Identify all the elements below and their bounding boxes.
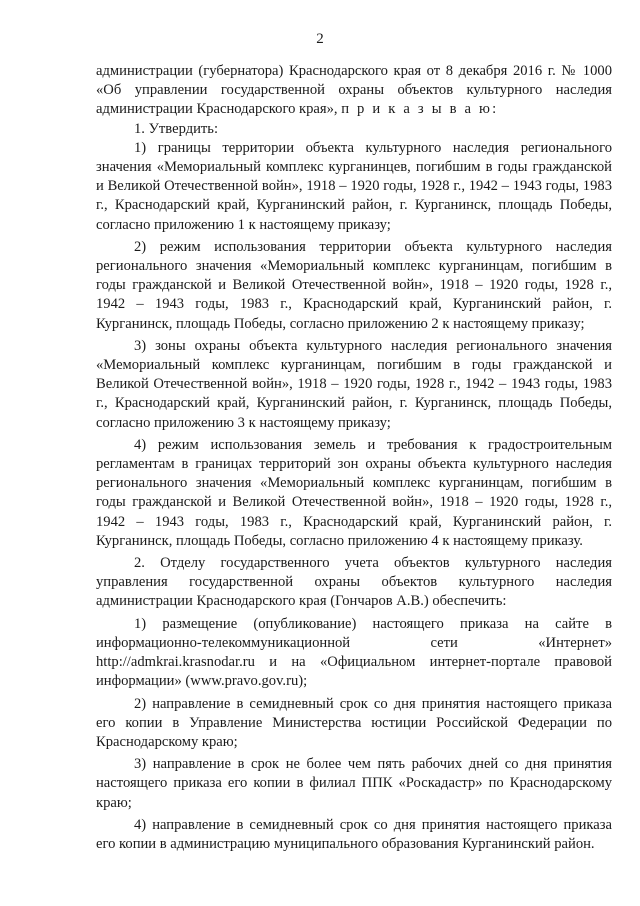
paragraph-item-2-1: 1) размещение (опубликование) настоящего приказа на сайте в информационно-телекоммуникационной сети «Интернет» http://admkrai.krasnodar.ru и на «Официальном интернет-портале правовой информации» (www.pravo.gov.ru); — [96, 615, 612, 690]
page-number: 2 — [316, 31, 324, 47]
paragraph-item-2-3: 3) направление в срок не более чем пять рабочих дней со дня принятия настоящего приказа его копии в филиал ППК «Роскадастр» по Краснодарскому краю; — [96, 756, 612, 811]
paragraph-item-1: 1. Утвердить: — [134, 120, 219, 137]
paragraph-item-2: 2. Отделу государственного учета объектов культурного наследия управления государственной охраны объектов культурного наследия администрации Краснодарского края (Гончаров А.В.) обеспечить: — [96, 555, 612, 610]
paragraph-item-2-4: 4) направление в семидневный срок со дня принятия настоящего приказа его копии в администрацию муниципального образования Курганинский район. — [96, 816, 612, 852]
paragraph-intro — [96, 62, 612, 120]
paragraph-item-2-2: 2) направление в семидневный срок со дня принятия настоящего приказа его копии в Управление Министерства юстиции Российской Федерации по Краснодарскому краю; — [96, 695, 612, 750]
paragraph-item-1-2: 2) режим использования территории объекта культурного наследия регионального значения «Мемориальный комплекс курганинцам, погибшим в годы гражданской и Великой Отечественной войн», 1918 – 1920 годы, 1928 г., 1942 – 1943 годы, 1983 г., Краснодарский край, Курганинский район, г. Курганинск, площадь Победы, согласно приложению 2 к настоящему приказу; — [96, 238, 612, 332]
paragraph-item-1-4: 4) режим использования земель и требования к градостроительным регламентам в границах территорий зон охраны объекта культурного наследия регионального значения «Мемориальный комплекс курганинцам, погибшим в годы гражданской и Великой Отечественной войн», 1918 – 1920 годы, 1928 г., 1942 – 1943 годы, 1983 г., Краснодарский край, Курганинский район, г. Курганинск, площадь Победы, согласно приложению 4 к настоящему приказу. — [96, 436, 612, 549]
document-body — [96, 62, 612, 854]
order-word: п р и к а з ы в а ю — [341, 101, 493, 118]
intro-colon: : — [492, 101, 497, 118]
intro-text: администрации (губернатора) Краснодарского края от 8 декабря 2016 г. № 1000 «Об управлении государственной охраны объектов культурного наследия администрации Краснодарского края», — [96, 63, 612, 118]
paragraph-item-1-3: 3) зоны охраны объекта культурного наследия регионального значения «Мемориальный комплекс курганинцам, погибшим в годы гражданской и Великой Отечественной войн», 1918 – 1920 годы, 1928 г., 1942 – 1943 годы, 1983 г., Краснодарский край, Курганинский район, г. Курганинск, площадь Победы, согласно приложению 3 к настоящему приказу; — [96, 337, 612, 431]
paragraph-item-1-1: 1) границы территории объекта культурного наследия регионального значения «Мемориальный комплекс курганинцев, погибшим в годы гражданской и Великой Отечественной войн», 1918 – 1920 годы, 1928 г., 1942 – 1943 годы, 1983 г., Краснодарский край, Курганинский район, г. Курганинск, площадь Победы, согласно приложению 1 к настоящему приказу; — [96, 139, 612, 233]
